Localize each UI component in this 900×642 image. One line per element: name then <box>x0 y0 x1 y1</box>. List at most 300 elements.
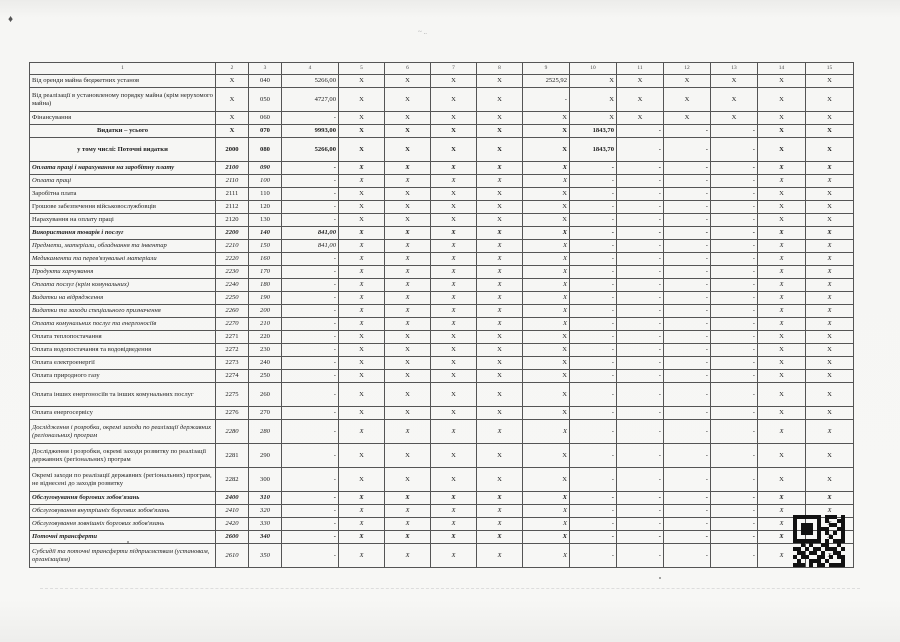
table-cell: X <box>477 240 523 253</box>
economic-code: 2240 <box>216 279 249 292</box>
economic-code: 2280 <box>216 420 249 444</box>
row-label: Дослідження і розробки, окремі заходи розвитку по реалізації державних (регіональних) програм <box>30 444 216 468</box>
table-cell: X <box>477 305 523 318</box>
table-cell: X <box>664 75 711 88</box>
table-cell: X <box>431 188 477 201</box>
table-cell: X <box>339 305 385 318</box>
row-label: Оплата праці і нарахування на заробітну плату <box>30 162 216 175</box>
table-cell: X <box>431 305 477 318</box>
table-cell: X <box>339 544 385 568</box>
table-cell: X <box>523 188 570 201</box>
row-label: Субсидії та поточні трансферти підприємствам (установам, організаціям) <box>30 544 216 568</box>
table-cell: X <box>339 505 385 518</box>
table-cell: - <box>711 227 758 240</box>
table-cell: X <box>758 253 806 266</box>
table-cell: X <box>806 292 854 305</box>
table-cell: X <box>477 370 523 383</box>
table-cell: - <box>570 344 617 357</box>
table-cell: X <box>477 492 523 505</box>
table-cell: - <box>664 370 711 383</box>
table-cell: X <box>758 240 806 253</box>
table-cell: - <box>711 407 758 420</box>
table-cell: - <box>711 544 758 568</box>
table-cell: X <box>711 75 758 88</box>
table-cell: X <box>758 188 806 201</box>
row-label: Обслуговування боргових зобов'язань <box>30 492 216 505</box>
column-number: 1 <box>30 63 216 75</box>
table-cell: X <box>431 266 477 279</box>
table-cell: - <box>664 531 711 544</box>
table-cell: X <box>806 331 854 344</box>
table-row <box>30 125 854 138</box>
row-label: Заробітна плата <box>30 188 216 201</box>
table-cell: X <box>758 292 806 305</box>
table-cell: 1843,70 <box>570 125 617 138</box>
table-cell: X <box>477 227 523 240</box>
table-cell: - <box>570 162 617 175</box>
economic-code: 2210 <box>216 240 249 253</box>
economic-code: 2120 <box>216 214 249 227</box>
table-cell: X <box>477 162 523 175</box>
column-number: 13 <box>711 63 758 75</box>
table-cell: X <box>758 357 806 370</box>
table-row <box>30 75 854 88</box>
table-cell: X <box>523 162 570 175</box>
table-cell: X <box>758 544 806 568</box>
table-cell: - <box>664 383 711 407</box>
row-label: Фінансування <box>30 112 216 125</box>
table-cell: X <box>806 175 854 188</box>
table-cell: X <box>385 544 431 568</box>
table-cell: X <box>523 266 570 279</box>
table-cell: X <box>477 344 523 357</box>
table-cell: X <box>477 188 523 201</box>
table-cell: X <box>523 112 570 125</box>
table-cell: - <box>570 227 617 240</box>
line-code: 090 <box>249 162 282 175</box>
table-cell: X <box>385 292 431 305</box>
economic-code: 2600 <box>216 531 249 544</box>
table-cell: - <box>282 468 339 492</box>
table-cell: X <box>523 253 570 266</box>
column-number: 6 <box>385 63 431 75</box>
table-cell: X <box>339 75 385 88</box>
speck-dot <box>127 541 129 543</box>
table-cell: - <box>617 318 664 331</box>
table-cell: X <box>806 370 854 383</box>
table-cell: X <box>523 292 570 305</box>
table-cell: X <box>758 531 806 544</box>
table-row <box>30 531 854 544</box>
table-cell: - <box>617 162 664 175</box>
table-cell: - <box>711 138 758 162</box>
table-cell: - <box>711 420 758 444</box>
table-cell: X <box>758 407 806 420</box>
table-cell: X <box>431 331 477 344</box>
table-cell: - <box>617 444 664 468</box>
table-cell: X <box>477 253 523 266</box>
row-label: Дослідження і розробки, окремі заходи по реалізації державних (регіональних) програм <box>30 420 216 444</box>
line-code: 100 <box>249 175 282 188</box>
table-cell: - <box>282 266 339 279</box>
table-cell: X <box>758 505 806 518</box>
row-label: Поточні трансферти <box>30 531 216 544</box>
table-cell: X <box>431 544 477 568</box>
table-cell: X <box>477 125 523 138</box>
economic-code: 2271 <box>216 331 249 344</box>
table-cell: - <box>282 370 339 383</box>
table-cell: 9993,00 <box>282 125 339 138</box>
table-cell: X <box>806 138 854 162</box>
table-row <box>30 88 854 112</box>
row-label: Оплата водопостачання та водовідведення <box>30 344 216 357</box>
table-cell: - <box>711 188 758 201</box>
table-cell: - <box>617 201 664 214</box>
table-cell: X <box>523 505 570 518</box>
line-code: 230 <box>249 344 282 357</box>
table-cell: - <box>282 253 339 266</box>
table-cell: X <box>339 292 385 305</box>
table-cell: - <box>282 357 339 370</box>
line-code: 110 <box>249 188 282 201</box>
table-cell: X <box>431 407 477 420</box>
row-label: Оплата послуг (крім комунальних) <box>30 279 216 292</box>
table-cell: X <box>806 253 854 266</box>
table-cell: - <box>570 370 617 383</box>
line-code: 310 <box>249 492 282 505</box>
table-cell: X <box>385 188 431 201</box>
table-cell: X <box>523 383 570 407</box>
table-cell: 5266,00 <box>282 138 339 162</box>
line-code: 190 <box>249 292 282 305</box>
table-cell: X <box>523 279 570 292</box>
table-cell: X <box>431 492 477 505</box>
table-cell: X <box>385 214 431 227</box>
table-row <box>30 357 854 370</box>
table-cell: - <box>570 253 617 266</box>
table-cell: X <box>385 420 431 444</box>
table-cell: X <box>339 383 385 407</box>
table-row <box>30 468 854 492</box>
table-cell: - <box>664 357 711 370</box>
table-row <box>30 279 854 292</box>
table-cell: - <box>711 125 758 138</box>
row-label: Від оренди майна бюджетних установ <box>30 75 216 88</box>
table-cell: X <box>385 305 431 318</box>
table-cell: X <box>385 518 431 531</box>
row-label: Продукти харчування <box>30 266 216 279</box>
row-label: Оплата комунальних послуг та енергоносіїв <box>30 318 216 331</box>
table-cell: X <box>806 357 854 370</box>
table-cell: - <box>570 318 617 331</box>
row-label: Видатки та заходи спеціального призначення <box>30 305 216 318</box>
table-cell: X <box>523 240 570 253</box>
table-cell: - <box>617 138 664 162</box>
table-cell: X <box>431 318 477 331</box>
table-cell: - <box>282 292 339 305</box>
table-cell: - <box>570 383 617 407</box>
row-label: Грошове забезпечення військовослужбовців <box>30 201 216 214</box>
table-cell: X <box>523 227 570 240</box>
table-cell: X <box>806 279 854 292</box>
table-cell: - <box>282 318 339 331</box>
table-cell: X <box>758 227 806 240</box>
table-cell: X <box>431 370 477 383</box>
table-cell: - <box>570 444 617 468</box>
table-cell: - <box>617 188 664 201</box>
table-cell: X <box>477 175 523 188</box>
table-cell: X <box>477 318 523 331</box>
table-cell: - <box>664 444 711 468</box>
table-cell: X <box>758 201 806 214</box>
table-cell: X <box>477 201 523 214</box>
table-cell: X <box>617 88 664 112</box>
column-number: 9 <box>523 63 570 75</box>
table-row <box>30 240 854 253</box>
table-cell: - <box>617 407 664 420</box>
table-cell: X <box>385 175 431 188</box>
table-cell: X <box>523 125 570 138</box>
table-cell: - <box>570 331 617 344</box>
table-cell: X <box>477 468 523 492</box>
row-label: Нарахування на оплату праці <box>30 214 216 227</box>
table-cell: X <box>758 88 806 112</box>
table-cell: - <box>711 518 758 531</box>
table-cell: - <box>617 344 664 357</box>
table-cell: X <box>758 279 806 292</box>
table-cell: X <box>339 125 385 138</box>
line-code: 300 <box>249 468 282 492</box>
table-cell: - <box>570 214 617 227</box>
table-cell: 841,00 <box>282 240 339 253</box>
table-cell: X <box>431 125 477 138</box>
table-row <box>30 544 854 568</box>
table-cell: - <box>664 227 711 240</box>
table-cell: X <box>431 112 477 125</box>
table-cell: X <box>431 201 477 214</box>
table-row <box>30 253 854 266</box>
table-cell: X <box>758 266 806 279</box>
table-cell: X <box>385 383 431 407</box>
column-number: 11 <box>617 63 664 75</box>
table-cell: X <box>431 505 477 518</box>
table-cell: X <box>758 370 806 383</box>
table-cell: X <box>523 468 570 492</box>
table-cell: - <box>664 266 711 279</box>
table-cell: - <box>617 292 664 305</box>
table-cell: - <box>711 266 758 279</box>
table-cell: - <box>570 492 617 505</box>
table-cell: X <box>806 201 854 214</box>
table-cell: - <box>282 162 339 175</box>
table-row <box>30 344 854 357</box>
table-cell: X <box>339 468 385 492</box>
column-number: 5 <box>339 63 385 75</box>
table-cell: X <box>477 420 523 444</box>
table-cell: X <box>431 240 477 253</box>
table-cell: - <box>617 266 664 279</box>
table-cell: X <box>523 318 570 331</box>
table-cell: 5266,00 <box>282 75 339 88</box>
table-cell: - <box>282 201 339 214</box>
table-cell: - <box>664 420 711 444</box>
table-cell: X <box>523 407 570 420</box>
table-cell: X <box>477 444 523 468</box>
table-cell: X <box>664 112 711 125</box>
table-cell: - <box>711 331 758 344</box>
table-cell: X <box>385 125 431 138</box>
line-code: 150 <box>249 240 282 253</box>
table-cell: X <box>339 344 385 357</box>
table-cell: X <box>385 138 431 162</box>
row-label: Оплата електроенергії <box>30 357 216 370</box>
table-cell: X <box>523 305 570 318</box>
table-cell: - <box>282 407 339 420</box>
table-cell: X <box>431 292 477 305</box>
table-row <box>30 266 854 279</box>
table-cell: X <box>477 531 523 544</box>
economic-code: 2100 <box>216 162 249 175</box>
table-cell: X <box>339 492 385 505</box>
table-cell: - <box>570 518 617 531</box>
table-cell: X <box>385 357 431 370</box>
table-cell: - <box>664 253 711 266</box>
table-cell: - <box>617 279 664 292</box>
table-cell: X <box>385 318 431 331</box>
table-cell: X <box>339 214 385 227</box>
table-cell: X <box>758 444 806 468</box>
economic-code: 2000 <box>216 138 249 162</box>
table-cell: X <box>617 75 664 88</box>
economic-code: X <box>216 125 249 138</box>
table-cell: - <box>711 175 758 188</box>
table-cell: - <box>711 318 758 331</box>
table-cell: - <box>711 214 758 227</box>
table-cell: X <box>806 75 854 88</box>
table-cell: X <box>385 88 431 112</box>
line-code: 280 <box>249 420 282 444</box>
table-cell: - <box>282 214 339 227</box>
table-row <box>30 201 854 214</box>
table-cell: X <box>758 468 806 492</box>
table-cell: - <box>282 279 339 292</box>
table-cell: X <box>477 331 523 344</box>
table-cell: X <box>806 227 854 240</box>
table-cell: X <box>431 253 477 266</box>
table-row <box>30 420 854 444</box>
table-cell: X <box>385 468 431 492</box>
table-cell: X <box>758 214 806 227</box>
table-cell: X <box>385 112 431 125</box>
economic-code: X <box>216 88 249 112</box>
table-cell: - <box>664 468 711 492</box>
line-code: 260 <box>249 383 282 407</box>
table-cell: X <box>339 227 385 240</box>
table-cell: X <box>477 266 523 279</box>
economic-code: X <box>216 112 249 125</box>
table-cell: X <box>431 279 477 292</box>
table-cell: X <box>477 505 523 518</box>
column-number: 7 <box>431 63 477 75</box>
table-cell: - <box>617 518 664 531</box>
table-cell: - <box>664 125 711 138</box>
table-cell: - <box>664 279 711 292</box>
table-cell: X <box>385 505 431 518</box>
table-cell: - <box>664 318 711 331</box>
table-cell: X <box>806 240 854 253</box>
table-cell: X <box>806 344 854 357</box>
table-cell: X <box>523 344 570 357</box>
table-cell: X <box>385 344 431 357</box>
table-cell: X <box>431 531 477 544</box>
table-cell: X <box>711 112 758 125</box>
line-code: 210 <box>249 318 282 331</box>
line-code: 120 <box>249 201 282 214</box>
table-cell: X <box>477 88 523 112</box>
table-cell: - <box>570 279 617 292</box>
table-cell: X <box>431 75 477 88</box>
table-cell: X <box>431 420 477 444</box>
economic-code: 2270 <box>216 318 249 331</box>
row-label: Від реалізації в установленому порядку майна (крім нерухомого майна) <box>30 88 216 112</box>
table-cell: - <box>711 357 758 370</box>
economic-code: 2273 <box>216 357 249 370</box>
table-cell: - <box>664 292 711 305</box>
table-cell: X <box>523 531 570 544</box>
line-code: 140 <box>249 227 282 240</box>
table-cell: X <box>523 518 570 531</box>
table-cell: - <box>617 125 664 138</box>
table-cell: - <box>570 420 617 444</box>
row-label: Видатки – усього <box>30 125 216 138</box>
table-cell: X <box>758 138 806 162</box>
table-cell: X <box>570 112 617 125</box>
table-cell: X <box>339 370 385 383</box>
economic-code: 2282 <box>216 468 249 492</box>
table-cell: - <box>617 175 664 188</box>
economic-code: 2220 <box>216 253 249 266</box>
line-code: 180 <box>249 279 282 292</box>
table-cell: 2525,92 <box>523 75 570 88</box>
table-cell: - <box>282 531 339 544</box>
column-number: 8 <box>477 63 523 75</box>
table-cell: - <box>617 492 664 505</box>
table-cell: - <box>570 531 617 544</box>
table-cell: X <box>339 357 385 370</box>
table-cell: X <box>523 444 570 468</box>
table-cell: - <box>282 175 339 188</box>
table-cell: X <box>806 383 854 407</box>
table-cell: X <box>477 407 523 420</box>
table-cell: X <box>339 201 385 214</box>
row-label: Оплата інших енергоносіїв та інших комунальних послуг <box>30 383 216 407</box>
table-cell: - <box>282 331 339 344</box>
table-cell: X <box>758 318 806 331</box>
table-cell: X <box>385 227 431 240</box>
column-number: 12 <box>664 63 711 75</box>
table-cell: X <box>758 383 806 407</box>
table-row <box>30 292 854 305</box>
economic-code: X <box>216 75 249 88</box>
table-cell: - <box>617 370 664 383</box>
row-label: Обслуговування зовнішніх боргових зобов'язань <box>30 518 216 531</box>
table-cell: X <box>806 214 854 227</box>
line-code: 070 <box>249 125 282 138</box>
table-cell: - <box>711 162 758 175</box>
column-number: 10 <box>570 63 617 75</box>
economic-code: 2110 <box>216 175 249 188</box>
table-cell: - <box>617 357 664 370</box>
